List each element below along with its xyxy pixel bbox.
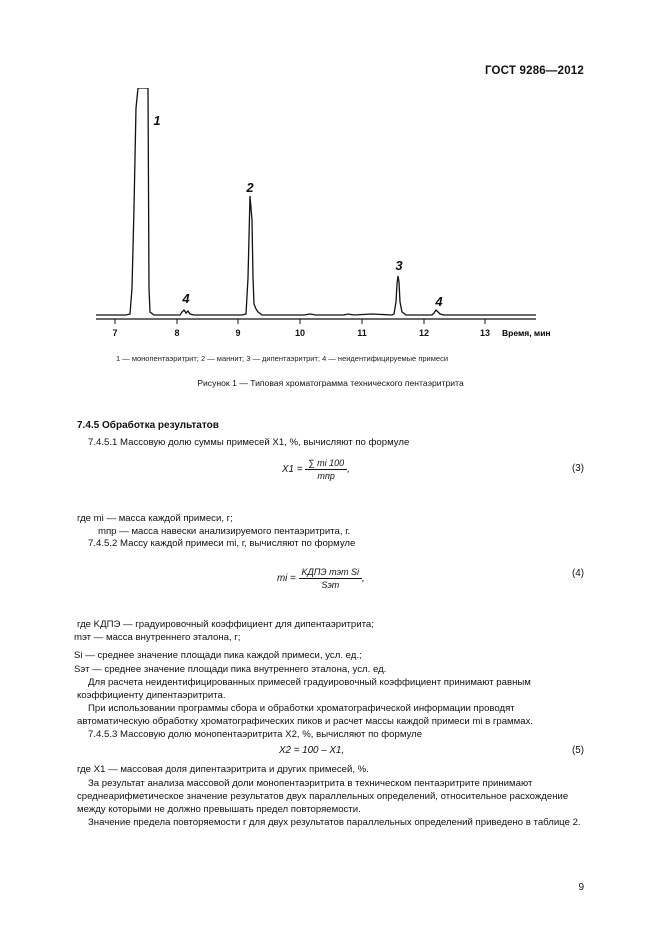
formula-4-fraction	[299, 567, 363, 590]
formula-4-tail: ,	[362, 573, 365, 585]
paragraph-result: За результат анализа массовой доли монопентаэритрита в техническом пентаэритрите принимают среднеарифметическое значение результатов двух параллельных определений, относительное расхождение между которыми не должно превышать предел повторяемости.	[77, 778, 569, 815]
x-tick-label: 7	[112, 328, 118, 338]
formula-3-denominator: mпр	[317, 471, 335, 481]
formula-3-numerator: ∑ mi 100	[305, 458, 347, 470]
paragraph-repeatability: Значение предела повторяемости r для двух результатов параллельных определений приведено в таблице 2.	[88, 817, 581, 828]
peak-label-4a: 4	[182, 291, 190, 306]
figure-caption: Рисунок 1 — Типовая хроматограмма технического пентаэритрита	[197, 378, 464, 388]
x-tick-label: 13	[479, 328, 491, 338]
equation-number-5: (5)	[572, 745, 584, 756]
where-si: Si — среднее значение площади пика каждой примеси, усл. ед.;	[74, 650, 362, 661]
where-set: Sэт — среднее значение площади пика внутреннего эталона, усл. ед.	[74, 664, 387, 675]
where-met: mэт — масса внутреннего эталона, г;	[74, 632, 241, 643]
standard-header: ГОСТ 9286—2012	[484, 65, 584, 77]
x-tick-label: 12	[418, 328, 430, 338]
formula-3-lhs: X1 =	[282, 464, 303, 476]
figure-legend: 1 — монопентаэритрит; 2 — маннит; 3 — дипентаэритрит; 4 — неидентифицируемые примеси	[116, 354, 449, 363]
formula-4-denominator: Sэт	[321, 580, 340, 590]
formula-4	[277, 567, 365, 590]
section-title: 7.4.5 Обработка результатов	[77, 420, 219, 431]
chromatogram-chart	[92, 88, 562, 350]
equation-number-3: (3)	[572, 463, 584, 474]
x-axis-label: Время, мин	[502, 328, 551, 338]
x-tick-label: 8	[174, 328, 180, 338]
chromatogram-trace	[96, 88, 536, 315]
where-mi: где mi — масса каждой примеси, г;	[77, 513, 233, 524]
where-x1: где X1 — массовая доля дипентаэритрита и других примесей, %.	[77, 764, 369, 775]
peak-label-3: 3	[395, 258, 403, 273]
formula-3-fraction	[305, 458, 347, 481]
paragraph-7-4-5-3: 7.4.5.3 Массовую долю монопентаэритрита X2, %, вычисляют по формуле	[88, 729, 423, 740]
peak-label-1: 1	[153, 113, 161, 128]
paragraph-7-4-5-2: 7.4.5.2 Массу каждой примеси mi, г, вычисляют по формуле	[88, 538, 356, 549]
paragraph-software: При использовании программы сбора и обработки хроматографической информации проводят автоматическую обработку хроматографических пиков и расчет массы каждой примеси mi в граммах.	[77, 703, 534, 727]
where-kdpe: где KДПЭ — градуировочный коэффициент для дипентаэритрита;	[77, 619, 374, 630]
formula-4-numerator: KДПЭ mэт Si	[299, 567, 363, 579]
formula-4-lhs: mi =	[277, 573, 296, 585]
x-tick-label: 9	[235, 328, 241, 338]
formula-5: X2 = 100 – X1,	[279, 745, 345, 756]
peak-label-2: 2	[246, 180, 254, 195]
paragraph-7-4-5-1: 7.4.5.1 Массовую долю суммы примесей X1, %, вычисляют по формуле	[88, 437, 410, 448]
formula-3	[282, 458, 350, 481]
x-tick-label: 10	[294, 328, 306, 338]
x-axis-ticks	[115, 319, 485, 324]
peak-label-4b: 4	[435, 294, 443, 309]
x-tick-label: 11	[357, 328, 367, 338]
paragraph-unidentified: Для расчета неидентифицированных примесей градуировочный коэффициент принимают равным коэффициенту дипентаэритрита.	[77, 677, 531, 701]
where-mpr: mпр — масса навески анализируемого пентаэритрита, г.	[98, 526, 351, 537]
formula-3-tail: ,	[347, 464, 350, 476]
equation-number-4: (4)	[572, 568, 584, 579]
page-number: 9	[578, 882, 584, 893]
